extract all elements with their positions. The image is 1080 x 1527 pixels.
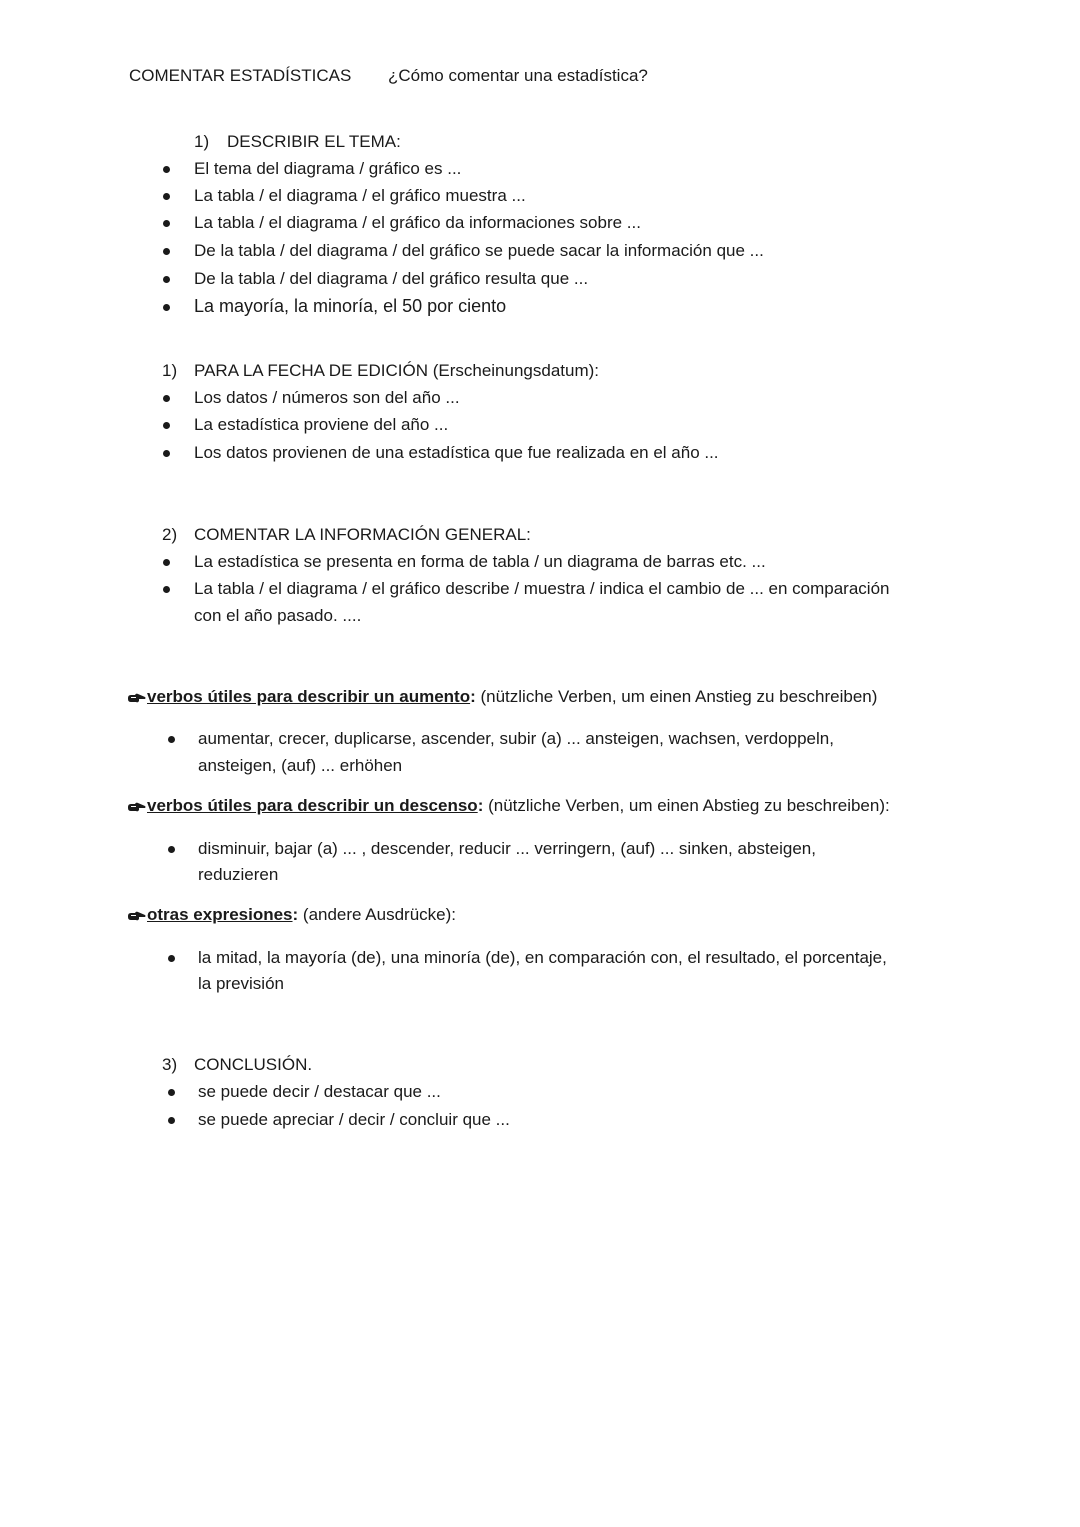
bullet-dot [168,955,175,962]
list-item: El tema del diagrama / gráfico es ... [194,159,462,178]
bullet-dot [163,193,170,200]
bullet-dot [163,248,170,255]
section-3-number: 2) [162,525,178,544]
verbs-decrease-label: verbos útiles para describir un descenso [147,796,478,815]
bullet-dot [163,450,170,457]
section-4-heading: CONCLUSIÓN. [194,1055,313,1074]
bullet-dot [168,846,175,853]
list-item: se puede apreciar / decir / concluir que ... [198,1110,510,1129]
bullet-dot [163,395,170,402]
list-item: La estadística proviene del año ... [194,415,449,434]
list-item: La tabla / el diagrama / el gráfico da informaciones sobre ... [194,213,641,232]
bullet-dot [163,586,170,593]
bullet-dot [168,1089,175,1096]
page-title: COMENTAR ESTADÍSTICAS [129,66,352,85]
bullet-dot [168,736,175,743]
section-1-number: 1) [194,132,210,151]
list-item: aumentar, crecer, duplicarse, ascender, subir (a) ... ansteigen, wachsen, verdoppeln, [198,729,834,748]
list-item: De la tabla / del diagrama / del gráfico resulta que ... [194,269,589,288]
page-subtitle: ¿Cómo comentar una estadística? [388,66,648,85]
list-item: De la tabla / del diagrama / del gráfico se puede sacar la información que ... [194,241,764,260]
list-item: se puede decir / destacar que ... [198,1082,441,1101]
page-header [129,66,648,86]
section-3-heading: COMENTAR LA INFORMACIÓN GENERAL: [194,525,531,544]
list-item-continuation: con el año pasado. .... [194,606,362,625]
list-item: Los datos provienen de una estadística que fue realizada en el año ... [194,443,719,462]
list-item: disminuir, bajar (a) ... , descender, reducir ... verringern, (auf) ... sinken, absteigen, [198,839,816,858]
bullet-dot [163,422,170,429]
section-1-heading: DESCRIBIR EL TEMA: [227,132,401,151]
verbs-increase-heading: verbos útiles para describir un aumento: (nützliche Verben, um einen Anstieg zu beschreiben) [127,686,877,708]
section-2-heading: PARA LA FECHA DE EDICIÓN (Erscheinungsdatum): [194,361,599,380]
list-item: la mitad, la mayoría (de), una minoría (de), en comparación con, el resultado, el porcentaje, [198,948,887,967]
verbs-increase-note: (nützliche Verben, um einen Anstieg zu beschreiben) [475,687,878,706]
bullet-dot [163,220,170,227]
bullet-dot [163,559,170,566]
list-item-continuation: la previsión [198,974,284,993]
other-expressions-note: (andere Ausdrücke): [298,905,456,924]
bullet-dot [163,304,170,311]
hand-pointing-right-icon [127,910,146,922]
list-item-continuation: ansteigen, (auf) ... erhöhen [198,756,403,775]
bullet-dot [163,276,170,283]
verbs-decrease-note: (nützliche Verben, um einen Abstieg zu beschreiben): [483,796,890,815]
bullet-dot [168,1117,175,1124]
section-4-number: 3) [162,1055,178,1074]
hand-pointing-right-icon [127,801,146,813]
list-item: La estadística se presenta en forma de tabla / un diagrama de barras etc. ... [194,552,766,571]
list-item: Los datos / números son del año ... [194,388,460,407]
other-expressions-label: otras expresiones [147,905,293,924]
list-item: La tabla / el diagrama / el gráfico describe / muestra / indica el cambio de ... en comparación [194,579,890,598]
verbs-increase-label: verbos útiles para describir un aumento [147,687,471,706]
section-2-number: 1) [162,361,178,380]
list-item: La tabla / el diagrama / el gráfico muestra ... [194,186,526,205]
list-item-continuation: reduzieren [198,865,279,884]
verbs-decrease-heading: verbos útiles para describir un descenso: (nützliche Verben, um einen Abstieg zu beschreiben): [127,795,890,817]
hand-pointing-right-icon [127,692,146,704]
list-item: La mayoría, la minoría, el 50 por ciento [194,296,507,316]
bullet-dot [163,166,170,173]
other-expressions-heading: otras expresiones: (andere Ausdrücke): [127,904,456,926]
